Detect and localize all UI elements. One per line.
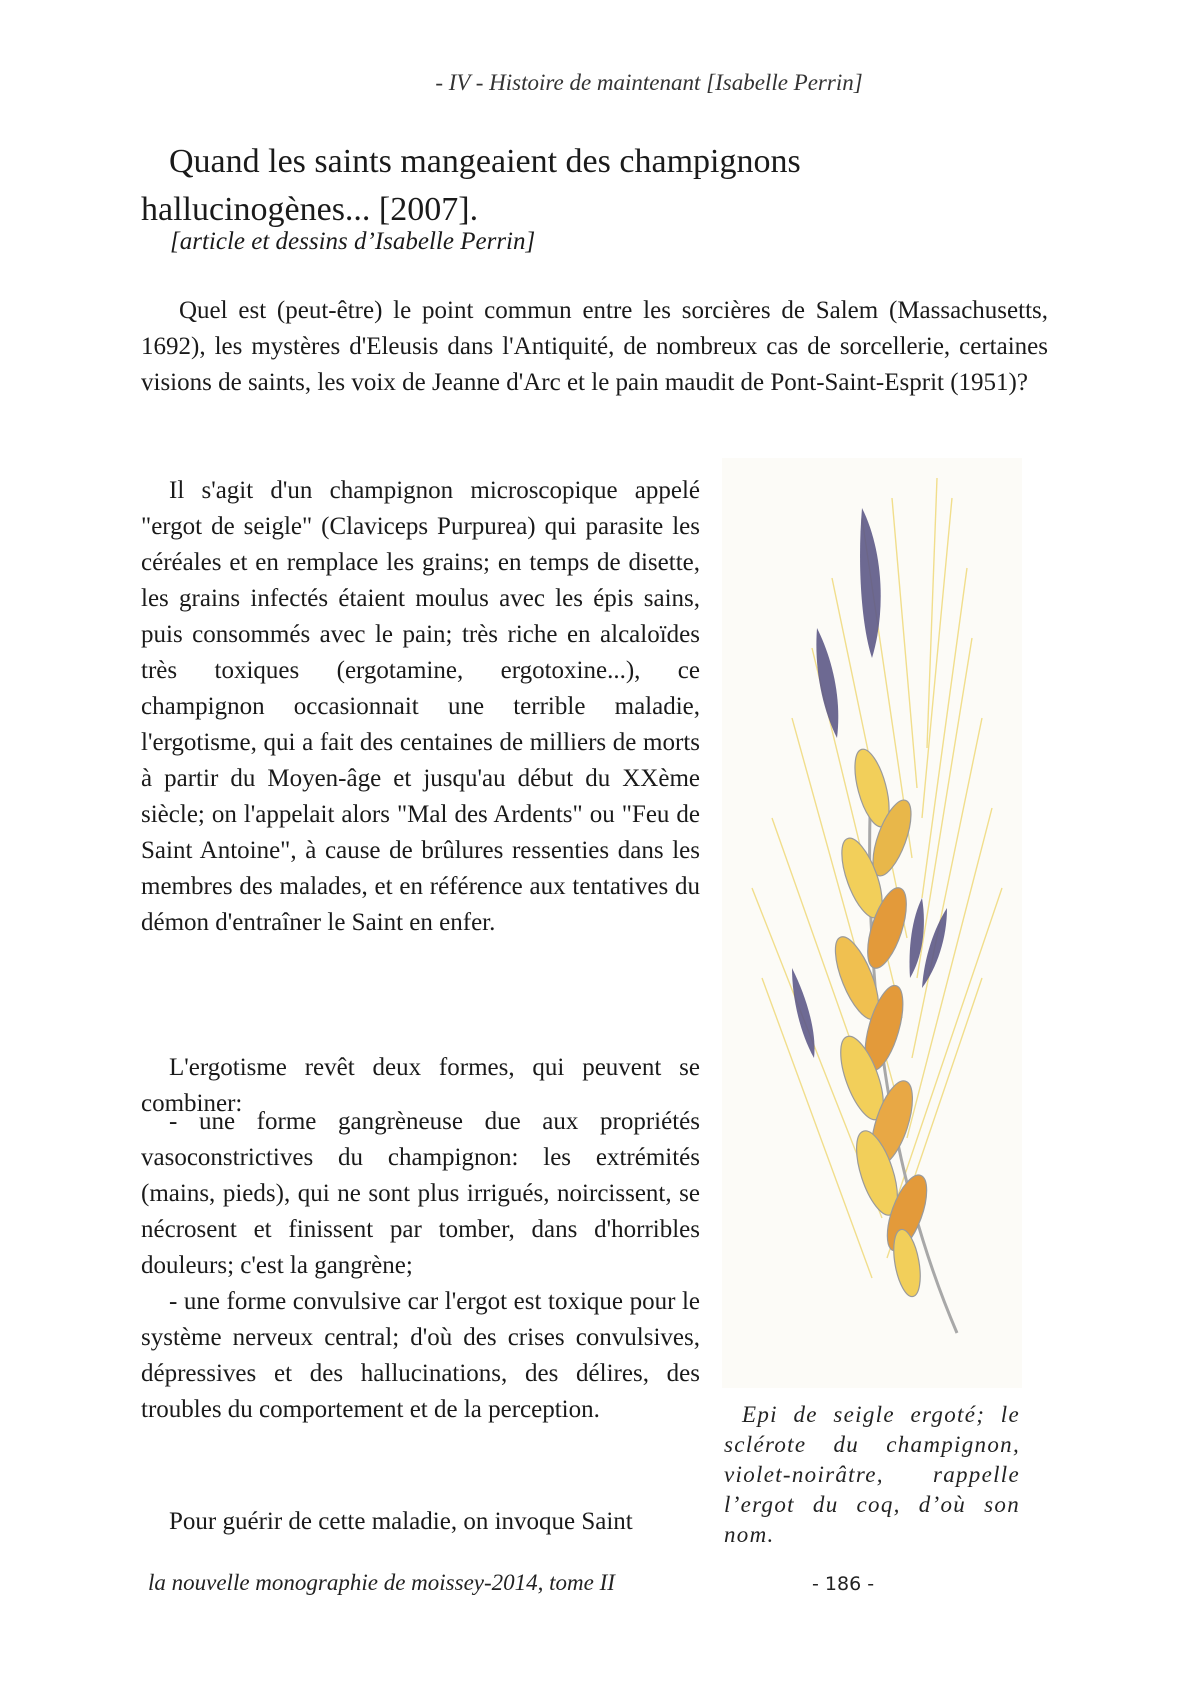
figure-caption: Epi de seigle ergoté; le sclérote du champignon, violet-noirâtre, rappelle l’ergot du coq, d’où son nom. xyxy=(724,1402,1020,1547)
article-title: Quand les saints mangeaient des champignons hallucinogènes... [2007]. xyxy=(141,143,801,228)
running-head: - IV - Histoire de maintenant [Isabelle Perrin] xyxy=(435,70,863,95)
intro-paragraph: Quel est (peut-être) le point commun entre les sorcières de Salem (Massachusetts, 1692), les mystères d'Eleusis dans l'Antiquité, de nombreux cas de sorcellerie, certaines visions de saints, les voix de Jeanne d'Arc et le pain maudit de Pont-Saint-Esprit (1951)? xyxy=(141,297,1048,396)
body-paragraph: Pour guérir de cette maladie, on invoque Saint xyxy=(169,1508,633,1535)
body-paragraph: - une forme convulsive car l'ergot est toxique pour le système nerveux central; d'où des crises convulsives, dépressives et des hallucinations, des délires, des troubles du comportement et de la perception. xyxy=(141,1288,700,1423)
page-number: - 186 - xyxy=(812,1573,875,1595)
body-paragraph: Il s'agit d'un champignon microscopique appelé "ergot de seigle" (Claviceps Purpurea) qui parasite les céréales et en remplace les grains; en temps de disette, les grains infectés étaient moulus avec les épis sains, puis consommés avec le pain; très riche en alcaloïdes très toxiques (ergotamine, ergotoxine...), ce champignon occasionnait une terrible maladie, l'ergotisme, qui a fait des centaines de milliers de morts à partir du Moyen-âge et jusqu'au début du XXème siècle; on l'appelait alors "Mal des Ardents" ou "Feu de Saint Antoine", à cause de brûlures ressenties dans les membres des malades, et en référence aux tentatives du démon d'entraîner le Saint en enfer. xyxy=(141,477,700,936)
rye-ergot-illustration xyxy=(722,458,1022,1388)
footer-publication: la nouvelle monographie de moissey-2014, tome II xyxy=(148,1570,615,1595)
ergot-drawing xyxy=(722,458,1022,1388)
article-byline: [article et dessins d’Isabelle Perrin] xyxy=(170,228,536,255)
body-paragraph: - une forme gangrèneuse due aux propriétés vasoconstrictives du champignon: les extrémités (mains, pieds), qui ne sont plus irrigués, noircissent, se nécrosent et finissent par tomber, dans d'horribles douleurs; c'est la gangrène; xyxy=(141,1108,700,1279)
body-paragraph: L'ergotisme revêt deux formes, qui peuvent se combiner: xyxy=(141,1054,700,1117)
